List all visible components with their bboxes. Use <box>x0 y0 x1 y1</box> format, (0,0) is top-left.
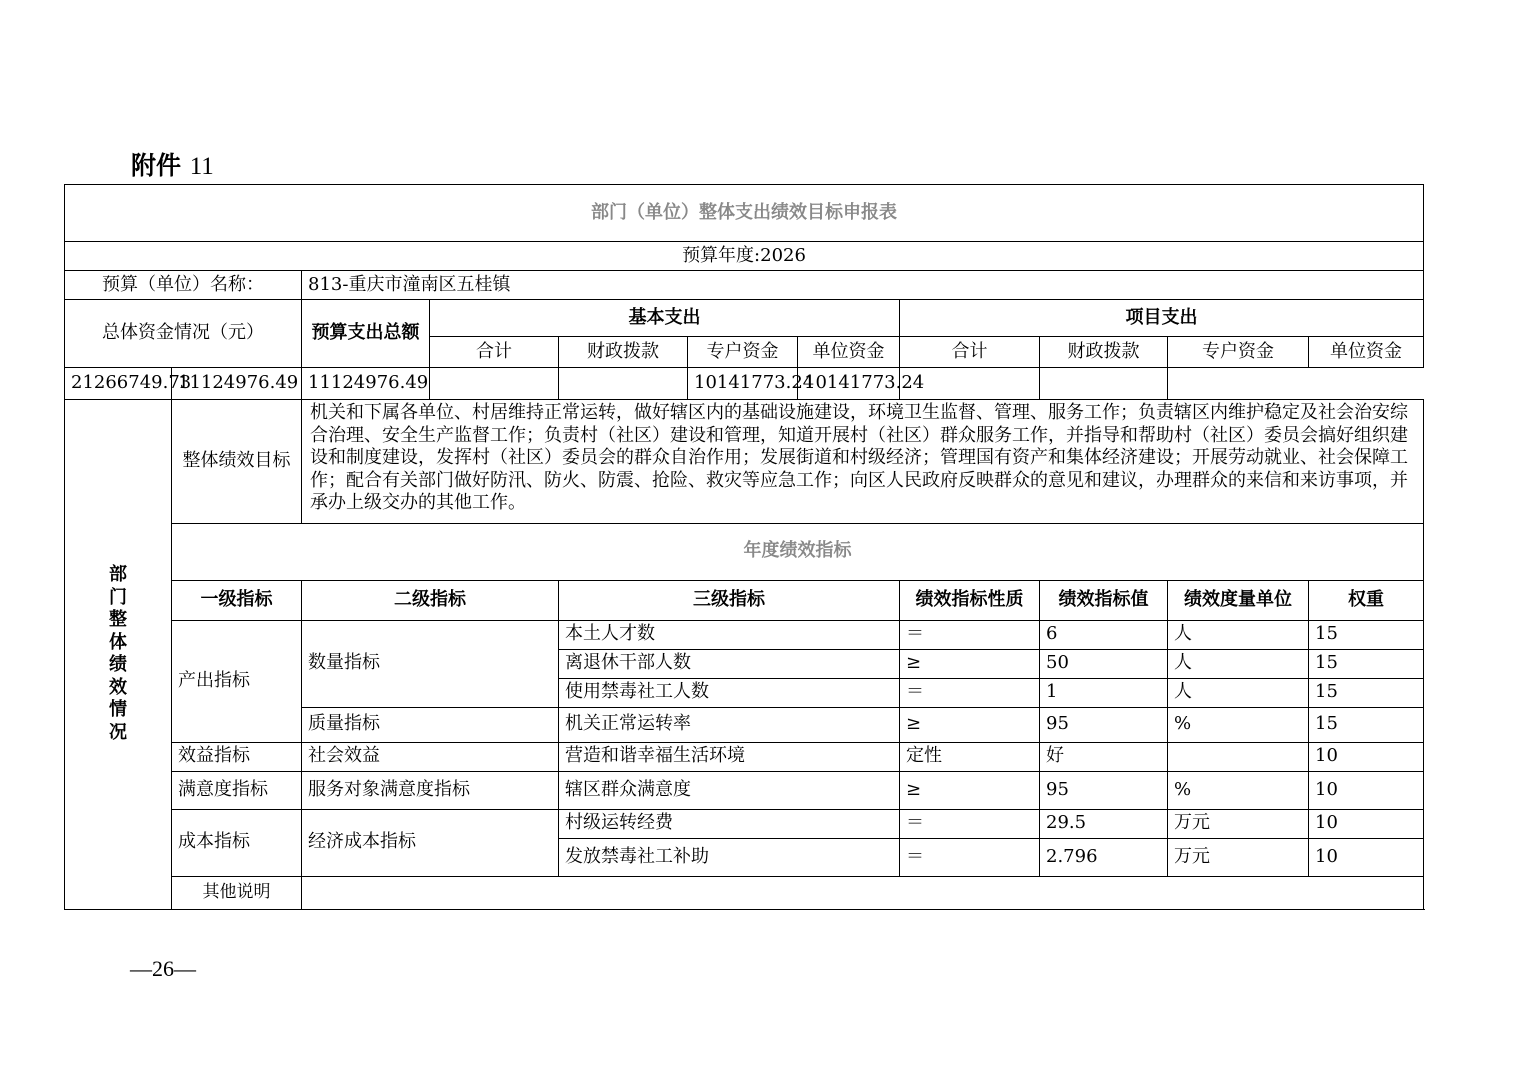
annual-indicators-title: 年度绩效指标 <box>172 523 1424 580</box>
level3-name: 营造和谐幸福生活环境 <box>559 742 900 771</box>
nature-cell: ＝ <box>900 678 1040 707</box>
level3-name: 发放禁毒社工补助 <box>559 838 900 876</box>
level3-name: 本土人才数 <box>559 620 900 649</box>
project-fiscal-value: 10141773.24 <box>798 368 900 400</box>
header-unit: 绩效度量单位 <box>1168 580 1309 620</box>
project-expense-header: 项目支出 <box>900 300 1424 337</box>
value-cell: 2.796 <box>1040 838 1168 876</box>
header-level1: 一级指标 <box>172 580 302 620</box>
other-notes-value <box>302 876 1424 909</box>
unit-cell: % <box>1168 771 1309 809</box>
overall-goal-label: 整体绩效目标 <box>172 400 302 524</box>
weight-cell: 10 <box>1309 742 1424 771</box>
basic-fiscal-value: 11124976.49 <box>302 368 430 400</box>
basic-total-value: 11124976.49 <box>172 368 302 400</box>
project-unit-value <box>1040 368 1168 400</box>
table-title: 部门（单位）整体支出绩效目标申报表 <box>65 185 1424 242</box>
nature-cell: ＝ <box>900 838 1040 876</box>
side-char: 整 <box>109 609 127 631</box>
total-budget-header: 预算支出总额 <box>302 300 430 368</box>
side-char: 部 <box>109 564 127 586</box>
table-row <box>65 809 1424 838</box>
value-cell: 95 <box>1040 707 1168 742</box>
project-total-header: 合计 <box>900 337 1040 368</box>
value-cell: 1 <box>1040 678 1168 707</box>
nature-cell: ＝ <box>900 620 1040 649</box>
weight-cell: 10 <box>1309 771 1424 809</box>
project-unit-header: 单位资金 <box>1309 337 1424 368</box>
attachment-word: 附件 <box>131 151 182 180</box>
total-budget-value: 21266749.73 <box>65 368 172 400</box>
weight-cell: 10 <box>1309 838 1424 876</box>
side-label <box>65 400 172 910</box>
side-char: 效 <box>109 676 127 698</box>
level3-name: 村级运转经费 <box>559 809 900 838</box>
basic-fiscal-header: 财政拨款 <box>559 337 688 368</box>
level3-name: 离退休干部人数 <box>559 649 900 678</box>
basic-unit-value <box>559 368 688 400</box>
overall-goal-text: 机关和下属各单位、村居维持正常运转，做好辖区内的基础设施建设，环境卫生监督、管理、服务工作；负责辖区内维护稳定及社会治安综合治理、安全生产监督工作；负责村（社区）建设和管理，知道开展村（社区）群众服务工作，并指导和帮助村（社区）委员会搞好组织建设和制度建设，发挥村（社区）委员会的群众自治作用；发展街道和村级经济；管理国有资产和集体经济建设；开展劳动就业、社会保障工作；配合有关部门做好防汛、防火、防震、抢险、救灾等应急工作；向区人民政府反映群众的意见和建议，办理群众的来信和来访事项，并承办上级交办的其他工作。 <box>302 400 1424 524</box>
unit-cell: 人 <box>1168 678 1309 707</box>
basic-unit-header: 单位资金 <box>798 337 900 368</box>
unit-cell: 人 <box>1168 649 1309 678</box>
other-notes-label: 其他说明 <box>172 876 302 909</box>
attachment-number: 11 <box>189 153 214 180</box>
attachment-label <box>131 146 214 182</box>
level2-quantity: 数量指标 <box>302 620 559 707</box>
unit-name-value: 813-重庆市潼南区五桂镇 <box>302 271 1424 300</box>
level2-social: 社会效益 <box>302 742 559 771</box>
basic-special-value <box>430 368 559 400</box>
unit-cell <box>1168 742 1309 771</box>
value-cell: 6 <box>1040 620 1168 649</box>
nature-cell: ＝ <box>900 809 1040 838</box>
table-row <box>65 742 1424 771</box>
nature-cell: ≥ <box>900 707 1040 742</box>
level1-cost: 成本指标 <box>172 809 302 876</box>
unit-cell: % <box>1168 707 1309 742</box>
value-cell: 95 <box>1040 771 1168 809</box>
side-char: 情 <box>109 699 127 721</box>
level3-name: 机关正常运转率 <box>559 707 900 742</box>
unit-name-label: 预算（单位）名称： <box>65 271 302 300</box>
nature-cell: ≥ <box>900 649 1040 678</box>
level1-satisfaction: 满意度指标 <box>172 771 302 809</box>
side-char: 绩 <box>109 654 127 676</box>
side-char: 门 <box>109 586 127 608</box>
side-char: 体 <box>109 631 127 653</box>
basic-expense-header: 基本支出 <box>430 300 900 337</box>
weight-cell: 15 <box>1309 678 1424 707</box>
nature-cell: ≥ <box>900 771 1040 809</box>
funds-label: 总体资金情况（元） <box>65 300 302 368</box>
basic-special-header: 专户资金 <box>688 337 798 368</box>
budget-year: 预算年度:2026 <box>65 242 1424 271</box>
weight-cell: 10 <box>1309 809 1424 838</box>
weight-cell: 15 <box>1309 620 1424 649</box>
level1-output: 产出指标 <box>172 620 302 742</box>
performance-goal-table <box>64 184 1424 910</box>
level1-benefit: 效益指标 <box>172 742 302 771</box>
page-number: —26— <box>130 956 196 981</box>
unit-cell: 人 <box>1168 620 1309 649</box>
level2-service: 服务对象满意度指标 <box>302 771 559 809</box>
basic-total-header: 合计 <box>430 337 559 368</box>
side-char: 况 <box>109 721 127 743</box>
unit-cell: 万元 <box>1168 838 1309 876</box>
weight-cell: 15 <box>1309 707 1424 742</box>
value-cell: 50 <box>1040 649 1168 678</box>
header-nature: 绩效指标性质 <box>900 580 1040 620</box>
header-value: 绩效指标值 <box>1040 580 1168 620</box>
level3-name: 使用禁毒社工人数 <box>559 678 900 707</box>
table-row <box>65 771 1424 809</box>
nature-cell: 定性 <box>900 742 1040 771</box>
header-level2: 二级指标 <box>302 580 559 620</box>
level3-name: 辖区群众满意度 <box>559 771 900 809</box>
project-total-value: 10141773.24 <box>688 368 798 400</box>
header-weight: 权重 <box>1309 580 1424 620</box>
project-special-header: 专户资金 <box>1168 337 1309 368</box>
weight-cell: 15 <box>1309 649 1424 678</box>
value-cell: 29.5 <box>1040 809 1168 838</box>
level2-economic: 经济成本指标 <box>302 809 559 876</box>
header-level3: 三级指标 <box>559 580 900 620</box>
unit-cell: 万元 <box>1168 809 1309 838</box>
level2-quality: 质量指标 <box>302 707 559 742</box>
value-cell: 好 <box>1040 742 1168 771</box>
table-row <box>65 620 1424 649</box>
project-fiscal-header: 财政拨款 <box>1040 337 1168 368</box>
